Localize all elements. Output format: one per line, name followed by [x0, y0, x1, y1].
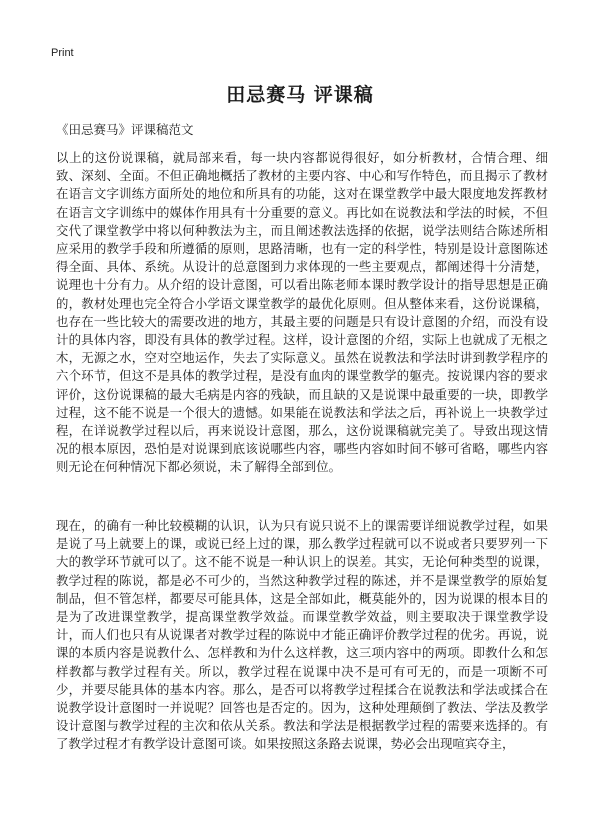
print-label[interactable]: Print: [51, 47, 74, 59]
page-title: 田忌赛马 评课稿: [226, 84, 374, 106]
document-subtitle: 《田忌赛马》评课稿范文: [56, 122, 194, 137]
body-paragraph-2: 现在，的确有一种比较模糊的认识，认为只有说只说不上的课需要详细说教学过程，如果是说了马上就要上的课，或说已经上过的课，那么教学过程就可以不说或者只要罗列一下大的教学环节就可以了。这不能不说是一种认识上的误差。其实，无论何种类型的说课，教学过程的陈说，都是必不可少的，当然这种教学过程的陈述，并不是课堂教学的原始复制品，但不管怎样，都要尽可能具体，这是全部如此，概莫能外的，因为说课的根本目的是为了改进课堂教学，提高课堂教学效益。而课堂教学效益，则主要取决于课堂教学设计，而人们也只有从说课者对教学过程的陈说中才能正确评价教学过程的优劣。再说，说课的本质内容是说教什么、怎样教和为什么这样教，这三项内容中的两项。即教什么和怎样教都与教学过程有关。所以，教学过程在说课中决不是可有可无的，而是一项断不可少，并要尽能具体的基本内容。那么，是否可以将教学过程揉合在说教法和学法或揉合在说教学设计意图时一并说呢？回答也是否定的。因为，这种处理颠倒了教法、学法及教学设计意图与教学过程的主次和依从关系。教法和学法是根据教学过程的需要来选择的。有了教学过程才有教学设计意图可谈。如果按照这条路去说课，势必会出现喧宾夺主，: [56, 518, 548, 752]
body-paragraph-1: 以上的这份说课稿，就局部来看，每一块内容都说得很好，如分析教材，合情合理、细致、深刻、全面。不但正确地概括了教材的主要内容、中心和写作特色，而且揭示了教材在语言文字训练方面所处的地位和所具有的功能，这对在课堂教学中最大限度地发挥教材在语言文字训练中的媒体作用具有十分重要的意义。再比如在说教法和学法的时候，不但交代了课堂教学中将以何种教法为主，而且阐述教法选择的依据，说学法则结合陈述所相应采用的教学手段和所遵循的原则，思路清晰，也有一定的科学性，特别是设计意图陈述得全面、具体、系统。从设计的总意图到力求体现的一些主要观点，都阐述得十分清楚，说理也十分有力。从介绍的设计意图，可以看出陈老师本课时教学设计的指导思想是正确的，教材处理也完全符合小学语文课堂教学的最优化原则。但从整体来看，这份说课稿，也存在一些比较大的需要改进的地方，其最主要的问题是只有设计意图的介绍，而没有设计的具体内容，即没有具体的教学过程。这样，设计意图的介绍，实际上也就成了无根之木，无源之水，空对空地运作，失去了实际意义。虽然在说教法和学法时讲到教学程序的六个环节，但这不是具体的教学过程，是没有血肉的课堂教学的躯壳。按说课内容的要求评价，这份说课稿的最大毛病是内容的残缺，而且缺的又是说课中最重要的一块，即教学过程，这不能不说是一个很大的遗憾。如果能在说教法和学法之后，再补说上一块教学过程，在详说教学过程以后，再来说设计意图，那么，这份说课稿就完美了。导致出现这情况的根本原因，恐怕是对说课到底该说哪些内容，哪些内容如时间不够可省略，哪些内容则无论在何种情况下都必须说，未了解得全部到位。: [56, 150, 548, 475]
